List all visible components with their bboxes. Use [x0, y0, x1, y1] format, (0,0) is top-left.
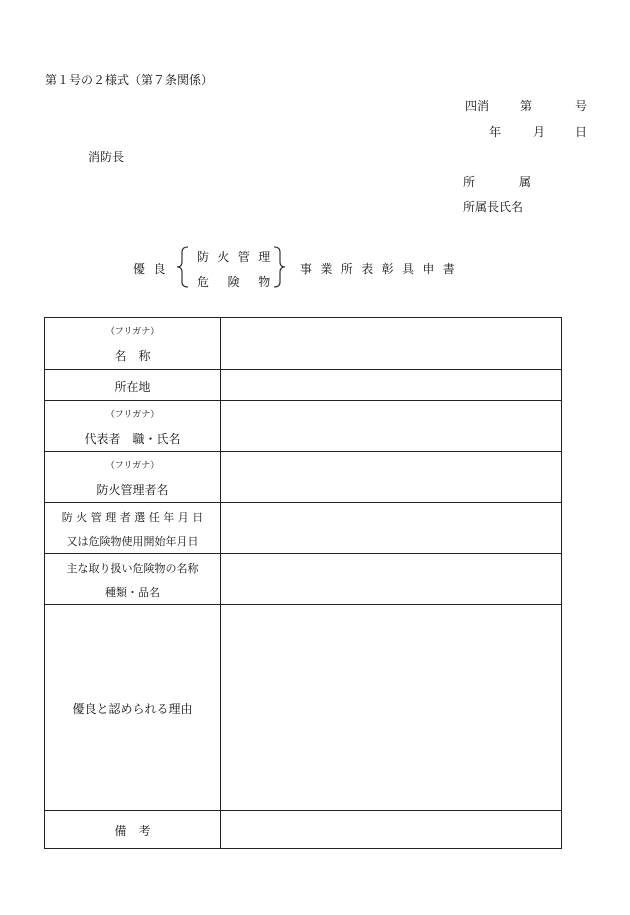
- location-label: 所在地: [114, 380, 151, 394]
- table-row-remarks: [45, 810, 561, 848]
- table-row-appointment-date: [45, 502, 561, 553]
- furigana-label: （フリガナ）: [105, 461, 160, 471]
- table-row-fire-manager: [45, 451, 561, 502]
- fire-manager-label: 防火管理者名: [96, 483, 169, 497]
- addressee: 消防長: [88, 150, 125, 164]
- table-row-reason: [45, 604, 561, 810]
- table-row-representative: [45, 400, 561, 451]
- appointment-date-value-field[interactable]: [221, 503, 561, 553]
- hazmat-label-line1: 主な取り扱い危険物の名称: [66, 562, 199, 575]
- document-title-prefix: 優良: [133, 262, 174, 276]
- label-cell-remarks: [45, 811, 221, 848]
- representative-value-field[interactable]: [221, 401, 561, 451]
- right-brace-icon: [272, 246, 286, 288]
- label-cell-location: [45, 370, 221, 400]
- appointment-date-label-line1: 防 火 管 理 者 選 任 年 月 日: [61, 511, 204, 524]
- label-cell-fire-manager: [45, 452, 221, 502]
- reason-value-field[interactable]: [221, 605, 561, 810]
- remarks-value-field[interactable]: [221, 811, 561, 848]
- date-month-label: 月: [533, 125, 546, 139]
- document-number-dai: 第: [520, 99, 533, 113]
- label-cell-hazmat: [45, 554, 221, 604]
- hazmat-label-line2: 種類・品名: [105, 586, 160, 599]
- name-value-field[interactable]: [221, 318, 561, 369]
- label-cell-reason: [45, 605, 221, 810]
- fire-manager-value-field[interactable]: [221, 452, 561, 502]
- document-title-suffix: 事業所表彰具申書: [300, 262, 464, 276]
- table-row-location: [45, 369, 561, 400]
- furigana-label: （フリガナ）: [105, 327, 160, 337]
- remarks-label: 備 考: [114, 824, 151, 838]
- table-row-name: [45, 318, 561, 369]
- furigana-label: （フリガナ）: [105, 410, 160, 420]
- representative-label: 代表者 職・氏名: [84, 432, 181, 446]
- date-year-label: 年: [489, 125, 502, 139]
- head-name-label: 所属長氏名: [463, 200, 524, 214]
- document-number-go: 号: [575, 99, 588, 113]
- hazmat-value-field[interactable]: [221, 554, 561, 604]
- label-cell-representative: [45, 401, 221, 451]
- left-brace-icon: [176, 246, 190, 288]
- title-choice-fire-management: 防火管理: [197, 250, 279, 264]
- form-title: 第１号の２様式（第７条関係）: [45, 73, 214, 87]
- label-cell-appointment-date: [45, 503, 221, 553]
- location-value-field[interactable]: [221, 370, 561, 400]
- application-form-table: [44, 317, 562, 849]
- reason-label: 優良と認められる理由: [72, 702, 193, 716]
- appointment-date-label-line2: 又は危険物使用開始年月日: [66, 535, 199, 548]
- table-row-hazmat: [45, 553, 561, 604]
- name-label: 名 称: [114, 349, 151, 363]
- document-number-prefix: 四消: [465, 99, 490, 113]
- label-cell-name: [45, 318, 221, 369]
- affiliation-label-1: 所: [463, 175, 476, 189]
- title-choice-hazardous-materials: 危険物: [197, 275, 289, 289]
- date-day-label: 日: [575, 125, 588, 139]
- affiliation-label-2: 属: [519, 175, 532, 189]
